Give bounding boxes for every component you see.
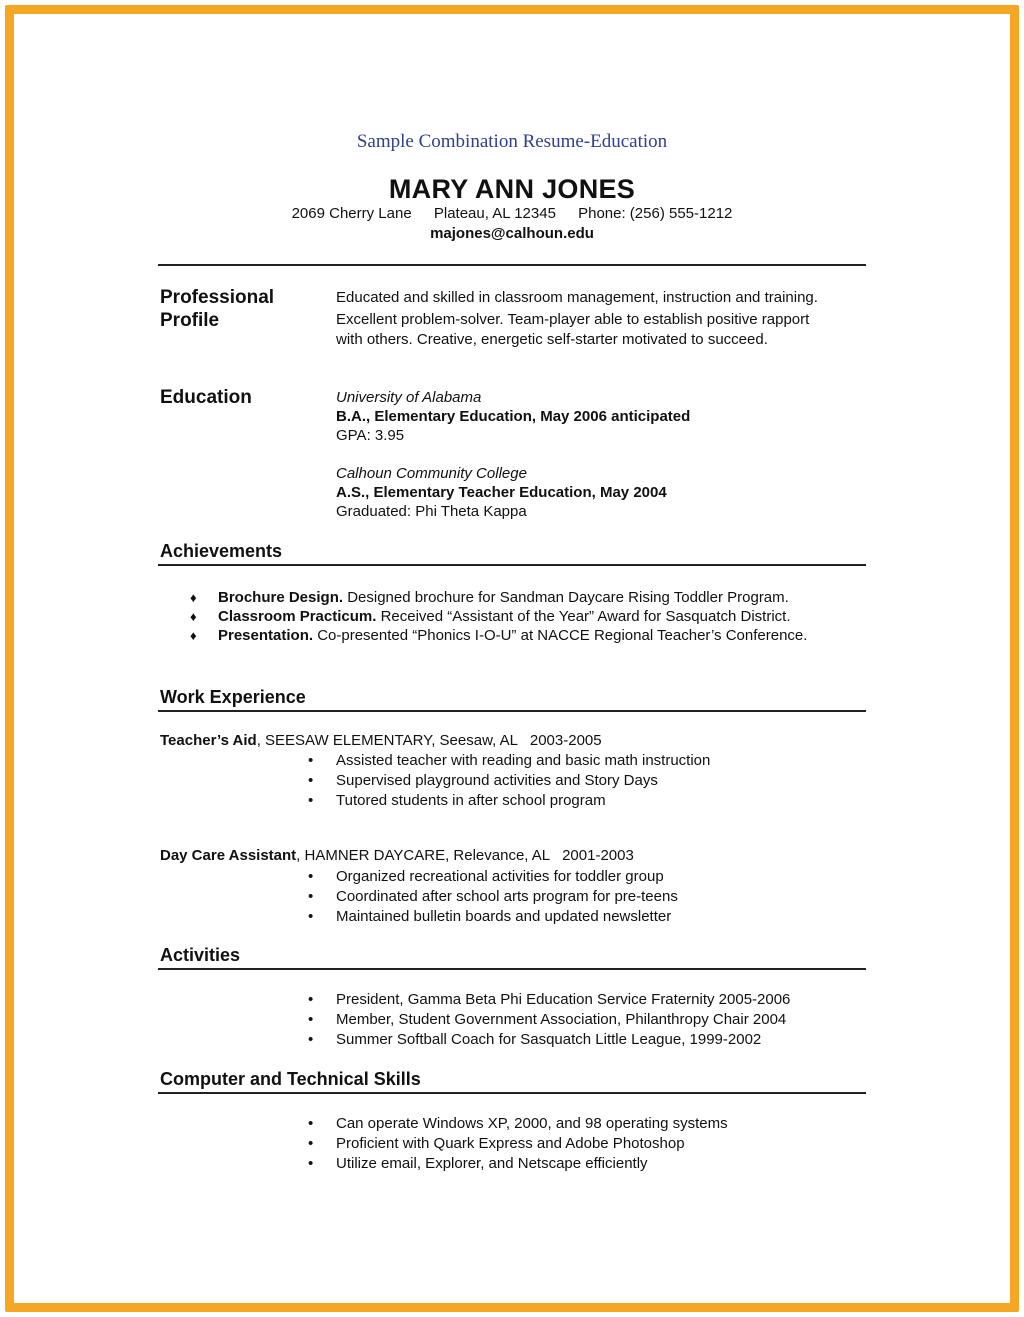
bullet-icon: • <box>308 908 314 925</box>
diamond-bullet-icon: ♦ <box>190 628 197 643</box>
email-address: majones@calhoun.edu <box>430 225 594 242</box>
achievement-text: Designed brochure for Sandman Daycare Rising Toddler Program. <box>343 589 789 606</box>
achievement-title: Presentation. <box>218 627 314 644</box>
skill-text: Utilize email, Explorer, and Netscape efficiently <box>336 1155 648 1172</box>
job-title: Teacher’s Aid <box>160 732 257 749</box>
skills-divider <box>158 1092 866 1094</box>
achievement-item <box>190 607 807 626</box>
skill-item <box>308 1134 728 1154</box>
skill-text: Can operate Windows XP, 2000, and 98 operating systems <box>336 1115 728 1132</box>
bullet-icon: • <box>308 752 314 769</box>
bullet-icon: • <box>308 772 314 789</box>
achievements-divider <box>158 564 866 566</box>
skill-text: Proficient with Quark Express and Adobe Photoshop <box>336 1135 685 1152</box>
document-title: Sample Combination Resume-Education <box>356 131 668 152</box>
duty-item <box>308 867 678 887</box>
duty-item <box>308 771 710 791</box>
profile-heading <box>160 286 274 332</box>
profile-line: Educated and skilled in classroom management, instruction and training. <box>336 289 818 306</box>
applicant-name: MARY ANN JONES <box>388 174 636 204</box>
duty-item <box>308 791 710 811</box>
work-divider <box>158 710 866 712</box>
bullet-icon: • <box>308 868 314 885</box>
bullet-icon: • <box>308 792 314 809</box>
degree: A.S., Elementary Teacher Education, May 2004 <box>336 484 667 501</box>
degree: B.A., Elementary Education, May 2006 anticipated <box>336 408 691 425</box>
bullet-icon: • <box>308 991 314 1008</box>
duty-text: Maintained bulletin boards and updated newsletter <box>336 908 672 925</box>
profile-heading-line-2: Profile <box>160 310 220 331</box>
bullet-icon: • <box>308 1135 314 1152</box>
job-details: , SEESAW ELEMENTARY, Seesaw, AL 2003-2005 <box>256 732 602 749</box>
bullet-icon: • <box>308 1155 314 1172</box>
activities-list <box>308 990 790 1050</box>
achievement-item <box>190 626 807 645</box>
profile-line: with others. Creative, energetic self-starter motivated to succeed. <box>336 331 768 348</box>
duty-text: Coordinated after school arts program for pre-teens <box>336 888 678 905</box>
profile-text <box>336 287 818 350</box>
profile-line: Excellent problem-solver. Team-player able to establish positive rapport <box>336 311 810 328</box>
education-entry <box>336 464 667 521</box>
phone-number: Phone: (256) 555-1212 <box>578 205 733 222</box>
street-address: 2069 Cherry Lane <box>291 205 412 222</box>
education-heading: Education <box>160 387 252 408</box>
activity-text: Summer Softball Coach for Sasquatch Little League, 1999-2002 <box>336 1031 762 1048</box>
bullet-icon: • <box>308 1115 314 1132</box>
bullet-icon: • <box>308 888 314 905</box>
skills-list <box>308 1114 728 1174</box>
duty-text: Supervised playground activities and Story Days <box>336 772 658 789</box>
duty-item <box>308 751 710 771</box>
duty-text: Organized recreational activities for toddler group <box>336 868 664 885</box>
duty-text: Tutored students in after school program <box>336 792 606 809</box>
job-duties <box>308 751 710 811</box>
profile-heading-line-1: Professional <box>160 287 275 308</box>
job-title-line <box>160 847 634 864</box>
achievements-list <box>190 588 807 645</box>
achievement-text: Co-presented “Phonics I-O-U” at NACCE Regional Teacher’s Conference. <box>313 627 808 644</box>
duty-item <box>308 907 678 927</box>
school-name: Calhoun Community College <box>336 465 527 482</box>
activity-text: President, Gamma Beta Phi Education Service Fraternity 2005-2006 <box>336 991 791 1008</box>
job-title: Day Care Assistant <box>160 847 297 864</box>
activity-text: Member, Student Government Association, Philanthropy Chair 2004 <box>336 1011 787 1028</box>
header-divider <box>158 264 866 266</box>
skill-item <box>308 1154 728 1174</box>
contact-line <box>0 205 1024 222</box>
achievement-title: Brochure Design. <box>218 589 344 606</box>
job-details: , HAMNER DAYCARE, Relevance, AL 2001-2003 <box>296 847 634 864</box>
achievements-heading: Achievements <box>160 541 283 561</box>
achievement-text: Received “Assistant of the Year” Award for Sasquatch District. <box>376 608 791 625</box>
duty-text: Assisted teacher with reading and basic math instruction <box>336 752 711 769</box>
activity-item <box>308 1030 790 1050</box>
diamond-bullet-icon: ♦ <box>190 609 197 624</box>
work-heading: Work Experience <box>160 687 306 707</box>
skill-item <box>308 1114 728 1134</box>
bullet-icon: • <box>308 1031 314 1048</box>
job-title-line <box>160 732 602 749</box>
bullet-icon: • <box>308 1011 314 1028</box>
activities-divider <box>158 968 866 970</box>
diamond-bullet-icon: ♦ <box>190 590 197 605</box>
education-entry <box>336 388 690 445</box>
achievement-item <box>190 588 807 607</box>
activity-item <box>308 1010 790 1030</box>
achievement-title: Classroom Practicum. <box>218 608 377 625</box>
education-note: GPA: 3.95 <box>336 427 405 444</box>
activity-item <box>308 990 790 1010</box>
school-name: University of Alabama <box>336 389 482 406</box>
education-note: Graduated: Phi Theta Kappa <box>336 503 527 520</box>
activities-heading: Activities <box>160 945 241 965</box>
duty-item <box>308 887 678 907</box>
job-duties <box>308 867 678 927</box>
skills-heading: Computer and Technical Skills <box>160 1069 421 1089</box>
city-state-zip: Plateau, AL 12345 <box>433 205 556 222</box>
